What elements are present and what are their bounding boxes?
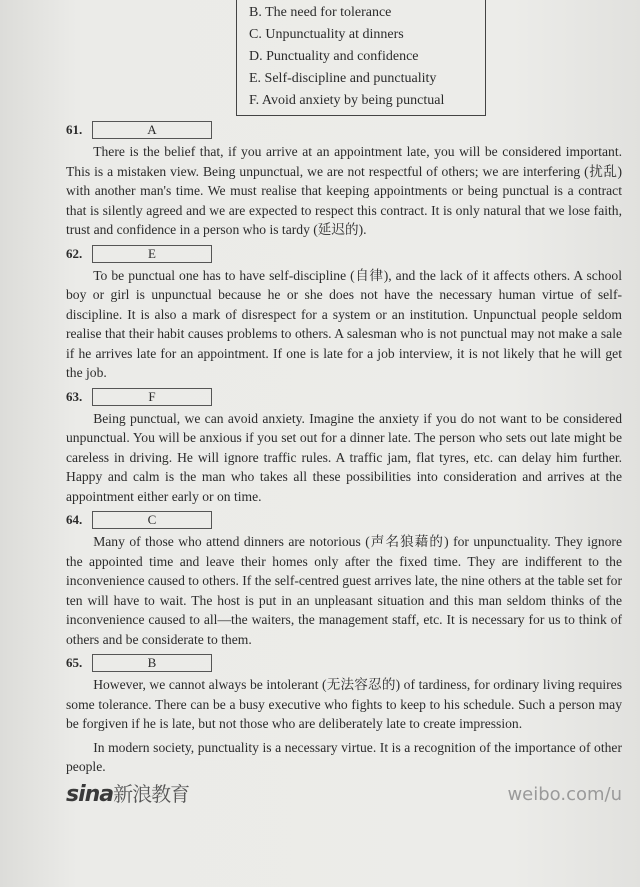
option-c: C. Unpunctuality at dinners [249,27,404,42]
paragraph: Being punctual, we can avoid anxiety. Imagine the anxiety if you do not want to be considered unpunctual. You will be anxious if you set out for a dinner late. The person who sets out late might be careless in driving. He will ignore traffic rules. A traffic jam, flat tyres, etc. can delay him further. Happy and calm is the man who takes all these possibilities into consideration and arrives at the appointment either early or on time. [66,410,622,504]
paragraph: However, we cannot always be intolerant (无法容忍的) of tardiness, for ordinary living requires some tolerance. There can be a busy executive who fights to keep to his schedule. Such a person may be forgiven if he is late, but not those who are deliberately late to create impression. [66,677,622,731]
option-d: D. Punctuality and confidence [249,49,419,64]
question-row [66,120,622,140]
document-flow [66,0,622,808]
paragraph: There is the belief that, if you arrive at an appointment late, you will be considered important. This is a mistaken view. Being unpunctual, we are not respectful of others; we are interfering (扰乱) with another man's time. We must realise that keeping appointments or being punctual is a contract that is silently agreed and we are expected to respect this contract. It is only natural that we lose faith, trust and confidence in a person who is tardy (延迟的). [66,144,622,237]
option-b: B. The need for tolerance [249,5,392,20]
answer-box: E [92,245,212,263]
question-row [66,653,622,673]
question-number: 62. [66,245,83,261]
question-row [66,387,622,407]
watermark-brand: sina [66,781,114,807]
sina-watermark-logo [66,781,189,808]
question-row [66,510,622,530]
answer-box: B [92,654,212,672]
watermark-row [66,781,622,808]
paragraph: In modern society, punctuality is a necessary virtue. It is a recognition of the importance of other people. [66,739,622,774]
answer-box: F [92,388,212,406]
paragraph: Many of those who attend dinners are notorious (声名狼藉的) for unpunctuality. They ignore the appointed time and leave their homes only after the fixed time. They are indifferent to the inconvenience caused to others. If the self-centred guest arrives late, the nine others at the table set for ten will have to wait. The host is put in an unpleasant situation and this man seldom thinks of the inconvenience caused to all—the waiters, the management staff, etc. It is necessary for us to think of others and be considerate to them. [66,534,622,647]
weibo-watermark: weibo.com/u [507,783,622,805]
paragraph: To be punctual one has to have self-discipline (自律), and the lack of it affects others. A school boy or girl is unpunctual because he or she does not have the necessary human virtue of self-discipline. It is also a mark of disrespect for a system or an institution. Unpunctual people seldom realise that their habit causes problems to others. A salesman who is not punctual may not make a sale if he arrives late for an appointment. If one is late for a job interview, it is not likely that he will get the job. [66,267,622,380]
options-box [236,0,486,116]
question-number: 64. [66,512,83,527]
question-row [66,244,622,264]
question-number: 61. [66,122,83,137]
option-f: F. Avoid anxiety by being punctual [249,93,445,108]
answer-box: C [92,511,212,529]
question-number: 65. [66,655,83,670]
answer-box: A [92,121,212,139]
option-e: E. Self-discipline and punctuality [249,71,437,86]
question-number: 63. [66,388,83,404]
watermark-brand-cn: 新浪教育 [113,781,190,806]
